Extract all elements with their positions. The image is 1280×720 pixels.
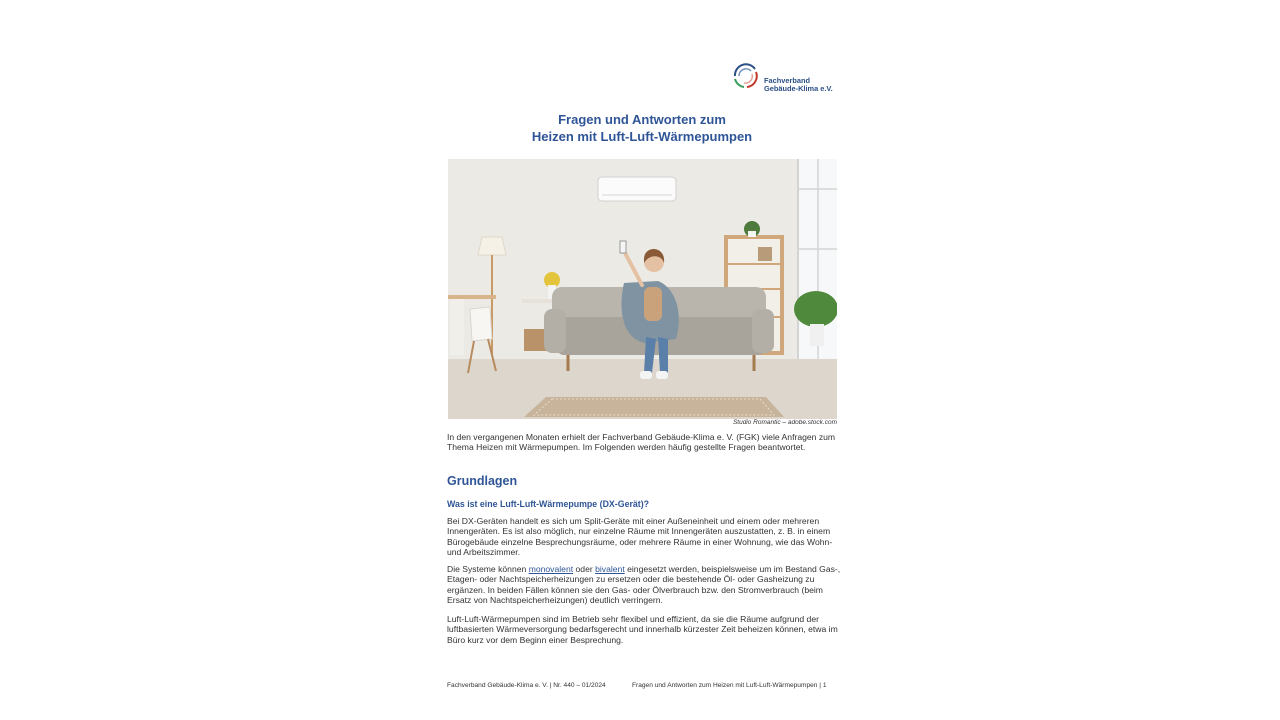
logo-text: Fachverband Gebäude-Klima e.V. [764,76,833,94]
title-line-1: Fragen und Antworten zum [558,112,726,127]
living-room-photo [448,159,837,419]
fgk-logo [729,59,847,99]
title-line-2: Heizen mit Luft-Luft-Wärmepumpen [531,129,753,144]
answer-paragraph-1: Bei DX-Geräten handelt es sich um Split-Geräte mit einer Außeneinheit und einem oder mehreren Innengeräten. Es ist also möglich, nur einzelne Räume mit Innengeräten auszustatten, z. B. in einem Bürogebäude einzelne Besprechungsräume, oder mehrere Räume in einer Wohnung, wie das Wohn- und Arbeitszimmer. [447,516,833,557]
document-page [437,52,847,698]
fgk-logo-icon [729,59,763,93]
question-heading: Was ist eine Luft-Luft-Wärmepumpe (DX-Gerät)? [447,499,650,509]
footer-page-info: Fragen und Antworten zum Heizen mit Luft-Luft-Wärmepumpen | 1 [632,682,827,689]
link-bivalent[interactable]: bivalent [595,564,625,574]
section-heading: Grundlagen [447,474,518,488]
answer-paragraph-2: Die Systeme können monovalent oder bivalent eingesetzt werden, beispielsweise um im Bestand Gas-, Etagen- oder Nachtspeicherheizungen zu ersetzen oder die bestehende Öl- oder Gasheizung zu ergänzen. In beiden Fällen können sie den Gas- oder Ölverbrauch bzw. den Stromverbrauch (beim Ersatz von Nachtspeicherheizungen) deutlich verringern. [447,564,841,605]
page-title [437,111,847,145]
footer-publisher: Fachverband Gebäude-Klima e. V. | Nr. 440 – 01/2024 [447,682,606,689]
living-room-illustration [448,159,837,419]
intro-paragraph: In den vergangenen Monaten erhielt der Fachverband Gebäude-Klima e. V. (FGK) viele Anfragen zum Thema Heizen mit Wärmepumpen. Im Folgenden werden häufig gestellte Fragen beantwortet. [447,432,836,453]
photo-credit: Studio Romantic – adobe.stock.com [732,419,837,426]
link-monovalent[interactable]: monovalent [528,564,574,574]
answer-paragraph-3: Luft-Luft-Wärmepumpen sind im Betrieb sehr flexibel und effizient, da sie die Räume aufgrund der luftbasierten Wärmeversorgung bedarfsgerecht und innerhalb kürzester Zeit beheizen können, etwa im Büro kurz vor dem Beginn einer Besprechung. [447,614,838,645]
